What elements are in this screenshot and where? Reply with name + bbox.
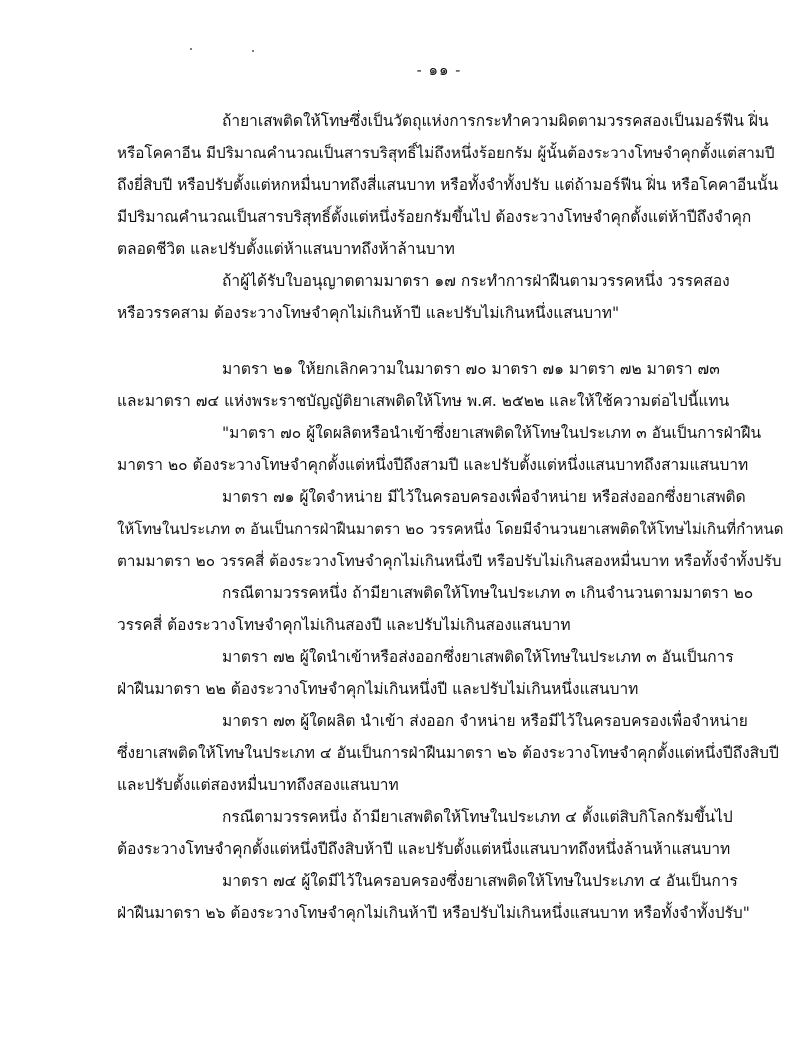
text-line: ซึ่งยาเสพติดให้โทษในประเภท ๔ อันเป็นการฝ่าฝืนมาตรา ๒๖ ต้องระวางโทษจำคุกตั้งแต่หนึ่งปีถึงสิบปี (117, 744, 779, 762)
text-line: ฝ่าฝืนมาตรา ๒๖ ต้องระวางโทษจำคุกไม่เกินห้าปี หรือปรับไม่เกินหนึ่งแสนบาท หรือทั้งจำทั้งปรับ" (117, 904, 750, 922)
text-line: มาตรา ๗๒ ผู้ใดนำเข้าหรือส่งออกซึ่งยาเสพติดให้โทษในประเภท ๓ อันเป็นการ (222, 648, 734, 666)
text-line: "มาตรา ๗๐ ผู้ใดผลิตหรือนำเข้าซึ่งยาเสพติดให้โทษในประเภท ๓ อันเป็นการฝ่าฝืน (222, 424, 762, 442)
text-line: และมาตรา ๗๔ แห่งพระราชบัญญัติยาเสพติดให้โทษ พ.ศ. ๒๕๒๒ และให้ใช้ความต่อไปนี้แทน (117, 392, 730, 410)
text-line: ถึงยี่สิบปี หรือปรับตั้งแต่หกหมื่นบาทถึงสี่แสนบาท หรือทั้งจำทั้งปรับ แต่ถ้ามอร์ฟีน ฝิ่น หรือโคคาอีนนั้น (117, 176, 779, 194)
scan-speck (190, 48, 192, 50)
scan-speck (252, 50, 254, 52)
text-line: วรรคสี่ ต้องระวางโทษจำคุกไม่เกินสองปี และปรับไม่เกินสองแสนบาท (117, 616, 571, 634)
page-number: - ๑๑ - (416, 61, 462, 79)
text-line: ฝ่าฝืนมาตรา ๒๒ ต้องระวางโทษจำคุกไม่เกินหนึ่งปี และปรับไม่เกินหนึ่งแสนบาท (117, 680, 639, 698)
text-line: ตลอดชีวิต และปรับตั้งแต่ห้าแสนบาทถึงห้าล้านบาท (117, 240, 455, 258)
text-line: ต้องระวางโทษจำคุกตั้งแต่หนึ่งปีถึงสิบห้าปี และปรับตั้งแต่หนึ่งแสนบาทถึงหนึ่งล้านห้าแสนบาท (117, 840, 731, 858)
text-line: ตามมาตรา ๒๐ วรรคสี่ ต้องระวางโทษจำคุกไม่เกินหนึ่งปี หรือปรับไม่เกินสองหมื่นบาท หรือทั้งจำทั้งปรับ (117, 552, 782, 570)
text-line: มาตรา ๗๓ ผู้ใดผลิต นำเข้า ส่งออก จำหน่าย หรือมีไว้ในครอบครองเพื่อจำหน่าย (222, 712, 748, 730)
text-line: ให้โทษในประเภท ๓ อันเป็นการฝ่าฝืนมาตรา ๒๐ วรรคหนึ่ง โดยมีจำนวนยาเสพติดให้โทษไม่เกินที่กำหนด (117, 520, 784, 538)
text-line: และปรับตั้งแต่สองหมื่นบาทถึงสองแสนบาท (117, 776, 399, 794)
text-line: กรณีตามวรรคหนึ่ง ถ้ามียาเสพติดให้โทษในประเภท ๔ ตั้งแต่สิบกิโลกรัมขึ้นไป (222, 808, 733, 826)
text-line: มาตรา ๒๑ ให้ยกเลิกความในมาตรา ๗๐ มาตรา ๗๑ มาตรา ๗๒ มาตรา ๗๓ (222, 360, 720, 378)
text-line: มาตรา ๗๑ ผู้ใดจำหน่าย มีไว้ในครอบครองเพื่อจำหน่าย หรือส่งออกซึ่งยาเสพติด (222, 488, 746, 506)
text-line: กรณีตามวรรคหนึ่ง ถ้ามียาเสพติดให้โทษในประเภท ๓ เกินจำนวนตามมาตรา ๒๐ (222, 584, 754, 602)
text-line: หรือโคคาอีน มีปริมาณคำนวณเป็นสารบริสุทธิ์ไม่ถึงหนึ่งร้อยกรัม ผู้นั้นต้องระวางโทษจำคุกตั้งแต่สามปี (117, 144, 775, 162)
text-line: มีปริมาณคำนวณเป็นสารบริสุทธิ์ตั้งแต่หนึ่งร้อยกรัมขึ้นไป ต้องระวางโทษจำคุกตั้งแต่ห้าปีถึงจำคุก (117, 208, 752, 226)
text-line: มาตรา ๗๔ ผู้ใดมีไว้ในครอบครองซึ่งยาเสพติดให้โทษในประเภท ๔ อันเป็นการ (222, 872, 738, 890)
text-line: ถ้ายาเสพติดให้โทษซึ่งเป็นวัตถุแห่งการกระทำความผิดตามวรรคสองเป็นมอร์ฟีน ฝิ่น (222, 112, 769, 130)
text-line: ถ้าผู้ได้รับใบอนุญาตตามมาตรา ๑๗ กระทำการฝ่าฝืนตามวรรคหนึ่ง วรรคสอง (222, 272, 730, 290)
text-line: หรือวรรคสาม ต้องระวางโทษจำคุกไม่เกินห้าปี และปรับไม่เกินหนึ่งแสนบาท" (117, 304, 620, 322)
text-line: มาตรา ๒๐ ต้องระวางโทษจำคุกตั้งแต่หนึ่งปีถึงสามปี และปรับตั้งแต่หนึ่งแสนบาทถึงสามแสนบาท (117, 456, 749, 474)
